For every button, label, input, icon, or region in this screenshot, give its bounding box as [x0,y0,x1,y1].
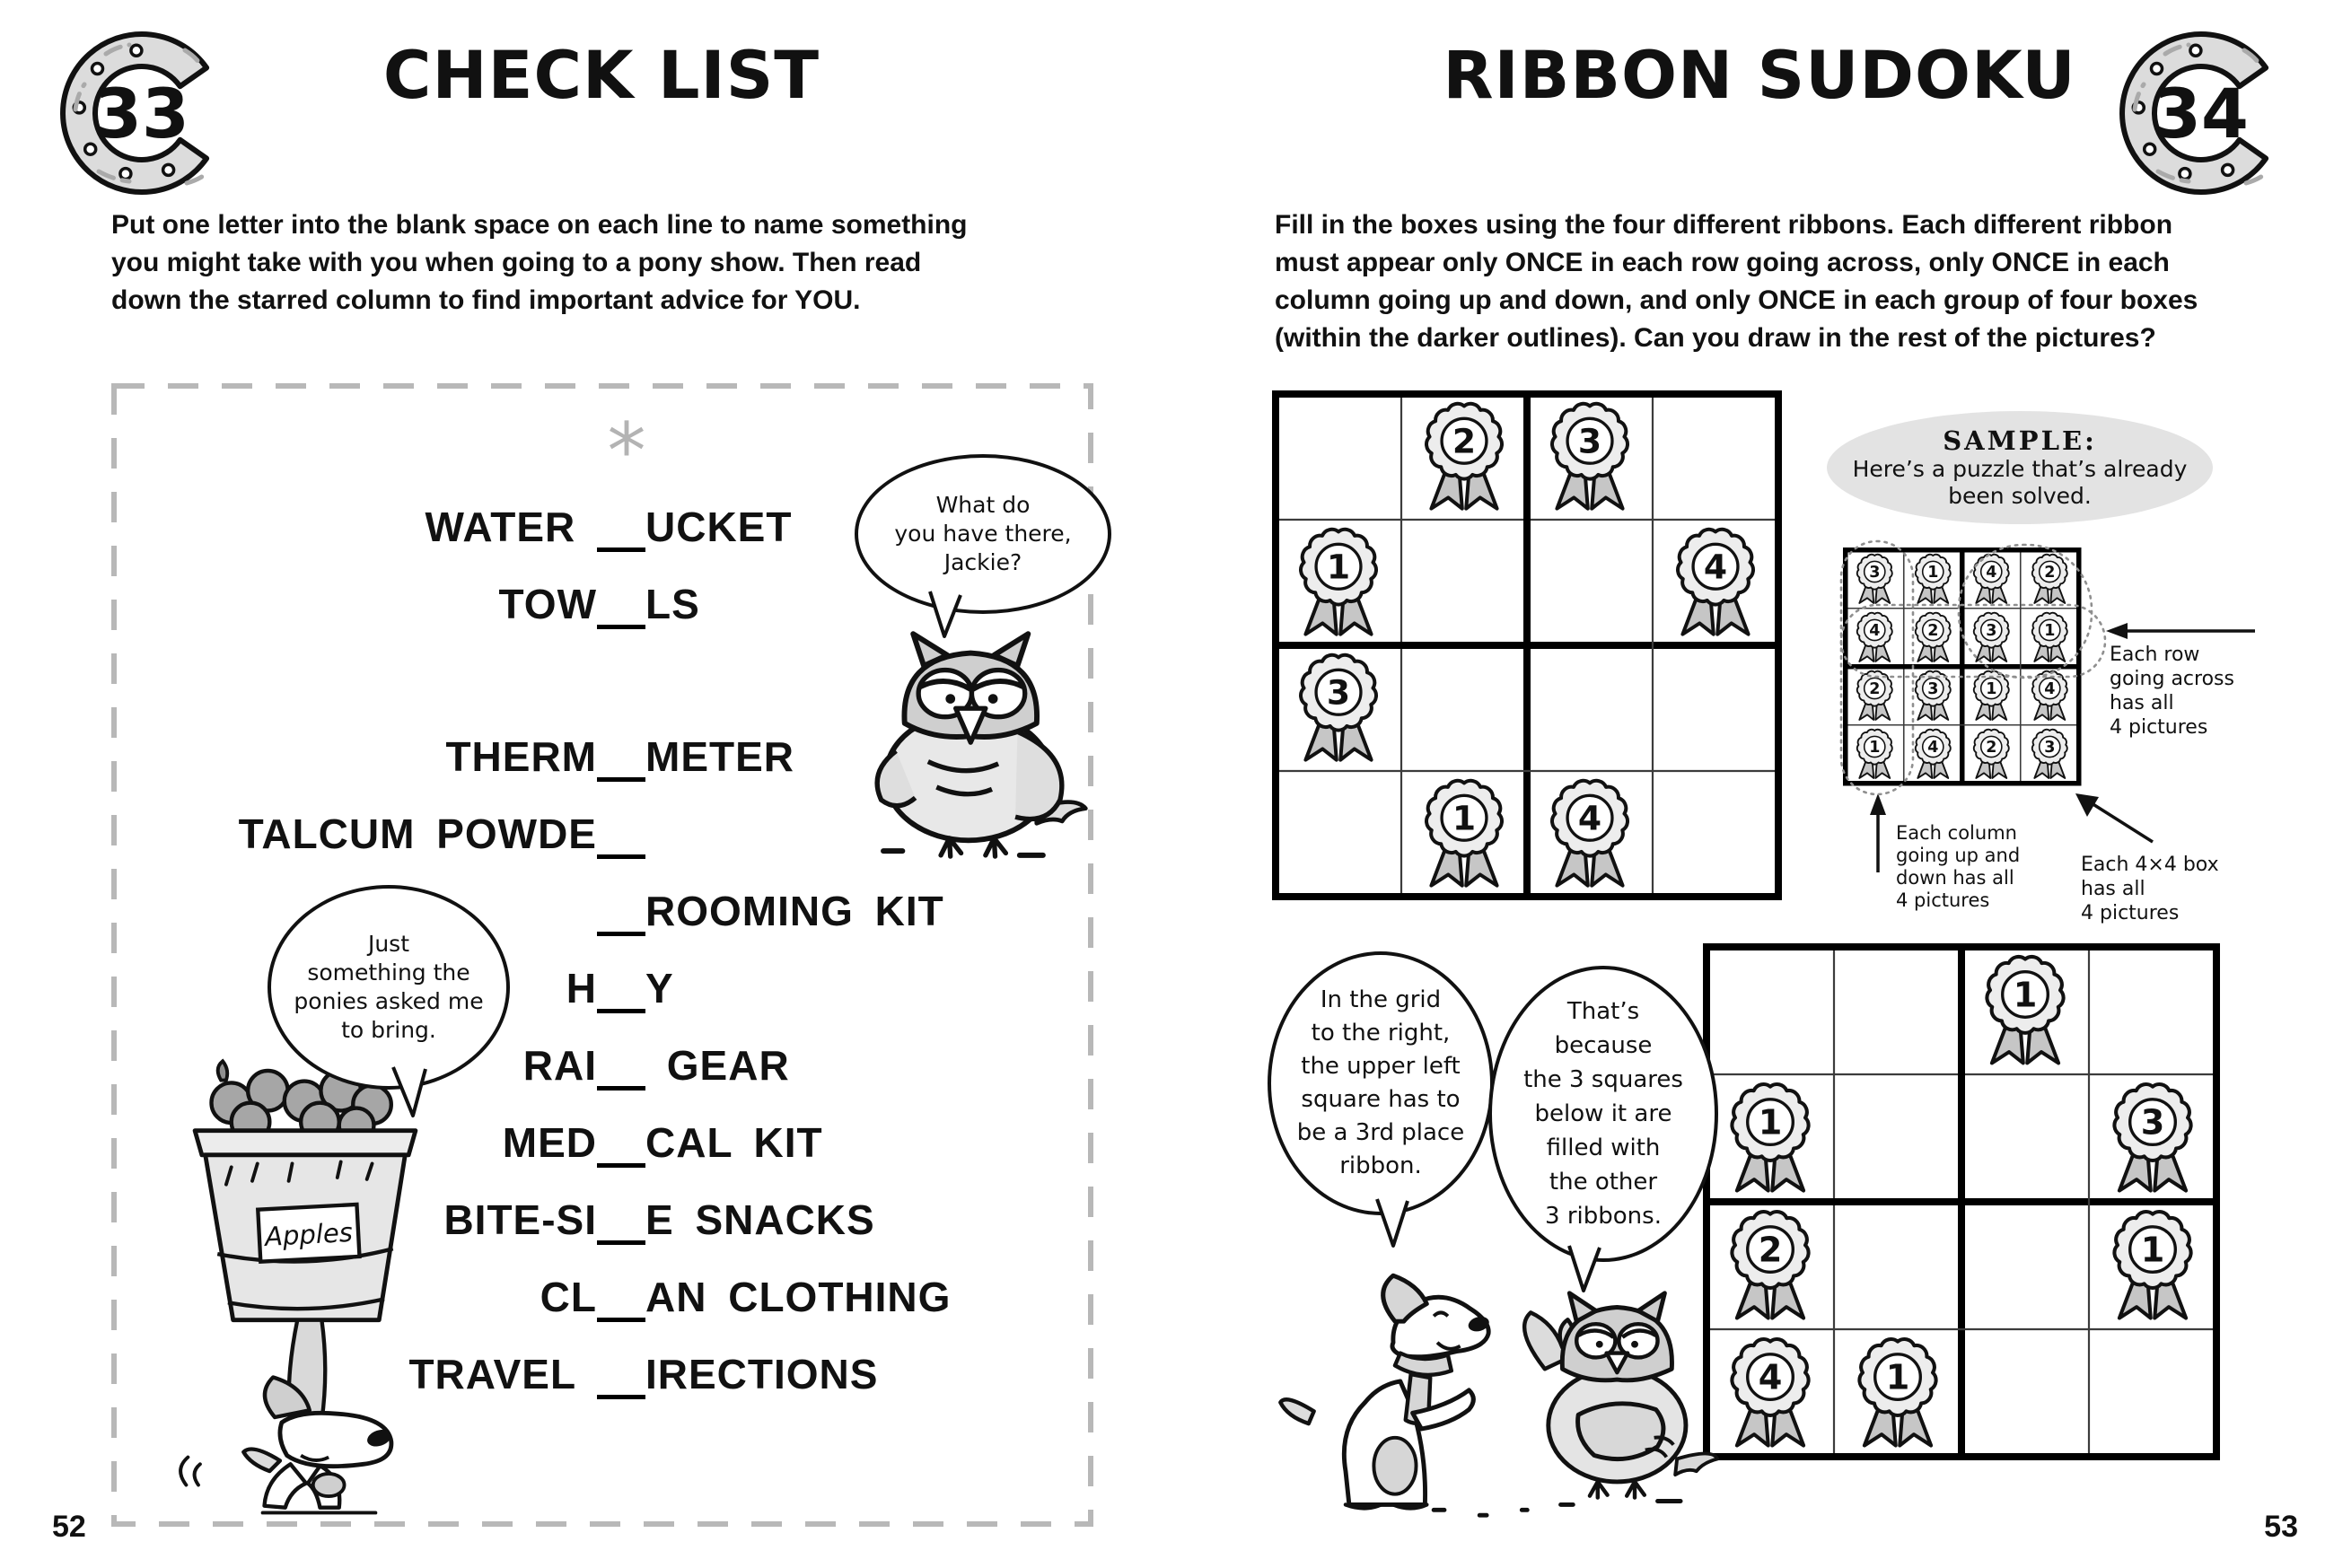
sample-column-highlight [1841,541,1913,794]
sudoku-grid-main [1271,390,1783,901]
svg-text:3: 3 [1986,622,1997,641]
svg-text:3: 3 [1326,672,1351,713]
svg-text:2: 2 [1452,421,1477,461]
word-row [135,575,700,638]
word-pre: BITE-SI [443,1196,597,1243]
word-post: ROOMING KIT [645,888,944,934]
instructions-right: Fill in the boxes using the four different ribbons. Each different ribbon must appear only ONCE in each row going across, only ONCE in each column going up and down, and only ONCE in each group of four boxes (within the darker outlines). Can you draw in the rest of the pictures? [1275,210,2198,353]
sample-callout [1827,411,2213,524]
basket-label: Apples [264,1216,354,1252]
dog-hint-bubble [1268,951,1494,1215]
svg-text:2: 2 [1869,680,1881,699]
box-note: Each 4×4 box has all 4 pictures [2081,854,2219,924]
letter-blank [597,728,645,782]
svg-text:4: 4 [1869,622,1881,641]
word-pre: THERM [445,733,597,780]
svg-text:1: 1 [1326,547,1351,587]
letter-blank [597,805,645,859]
word-pre: H [566,965,597,1012]
sample-label: SAMPLE: [1943,425,2097,456]
dog-bubble-tail [386,1064,431,1119]
svg-text:2: 2 [1986,739,1997,758]
sudoku-grid-puzzle [1702,942,2221,1461]
sample-highlight-overlays [1831,531,2111,804]
word-post: METER [645,733,794,780]
svg-text:2: 2 [1758,1231,1783,1271]
sample-box-highlight [1959,545,2092,678]
word-post: IRECTIONS [645,1351,879,1397]
owl-hint-bubble [1488,966,1718,1262]
row-note-arrow [2102,621,2259,641]
instructions-left: Put one letter into the blank space on each line to name something you might take with you when going to a pony show. Then read down the starred column to find important advice for YOU. [111,210,968,315]
puzzle-badge-34 [2111,23,2291,203]
word-post: GEAR [645,1042,790,1089]
word-post: LS [645,581,700,627]
word-pre: CL [540,1274,597,1320]
word-post: UCKET [645,504,793,550]
letter-blank [597,1191,645,1245]
dog-speech-text: Just something the ponies asked me to bring. [294,931,484,1043]
svg-text:1: 1 [1927,564,1939,583]
svg-text:1: 1 [2013,976,2038,1016]
svg-text:4: 4 [1703,547,1728,587]
sample-caption: Here’s a puzzle that’s already been solved. [1852,456,2188,509]
owl-hint-bubble-tail [1564,1242,1605,1294]
owl-speech-bubble [855,454,1111,614]
column-note: Each column going up and down has all 4 pictures [1896,822,2021,911]
svg-text:1: 1 [1758,1103,1783,1143]
owl-hint-text: That’s because the 3 squares below it are filled with the other 3 ribbons. [1523,998,1683,1230]
svg-text:3: 3 [2044,739,2056,758]
page-title-right: RIBBON SUDOKU [1443,38,2076,114]
page-number-right: 53 [2264,1510,2298,1544]
word-row [135,882,944,945]
svg-text:3: 3 [1869,564,1881,583]
svg-text:4: 4 [1927,739,1939,758]
letter-blank [597,1268,645,1322]
svg-text:1: 1 [2140,1231,2165,1271]
svg-text:1: 1 [1986,680,1997,699]
svg-text:2: 2 [1927,622,1939,641]
letter-blank [597,1345,645,1399]
dog-hint-bubble-tail [1372,1196,1413,1249]
letter-blank [597,575,645,629]
word-pre: RAI [522,1042,597,1089]
word-post: Y [645,965,674,1012]
svg-text:4: 4 [1758,1358,1783,1398]
column-note-arrow [1867,792,1889,876]
letter-blank [597,1114,645,1168]
word-post: AN CLOTHING [645,1274,952,1320]
letter-blank [597,1037,645,1091]
letter-blank [597,959,645,1013]
svg-text:4: 4 [2044,680,2056,699]
dog-and-owl-illustration [1260,1235,1720,1526]
dog-hint-text: In the grid to the right, the upper left square has to be a 3rd place ribbon. [1296,986,1465,1179]
word-row [135,805,645,868]
dog-speech-bubble [268,885,510,1090]
svg-text:3: 3 [2140,1103,2165,1143]
star-column-marker: * [607,407,646,496]
word-row [135,498,792,561]
svg-text:1: 1 [1885,1358,1910,1398]
word-post: E SNACKS [645,1196,875,1243]
page-number-left: 52 [52,1510,86,1544]
word-pre: TRAVEL [408,1351,597,1397]
svg-text:3: 3 [1927,680,1939,699]
svg-text:3: 3 [1577,421,1602,461]
badge-number: 34 [2154,74,2249,153]
page-title-left: CHECK LIST [382,38,820,114]
owl-speech-text: What do you have there, Jackie? [894,492,1072,575]
svg-text:2: 2 [2044,564,2056,583]
word-pre: TALCUM POWDE [238,810,597,857]
svg-text:4: 4 [1577,798,1602,838]
svg-text:1: 1 [1869,739,1881,758]
word-pre: MED [502,1119,597,1166]
svg-text:4: 4 [1986,564,1997,583]
word-row [135,728,794,791]
badge-number: 33 [94,74,189,153]
word-pre: TOW [498,581,597,627]
word-pre: WATER [425,504,597,550]
puzzle-badge-33 [52,23,232,203]
owl-bubble-tail [925,588,966,640]
svg-text:1: 1 [2044,622,2056,641]
row-note: Each row going across has all 4 pictures [2110,644,2234,739]
svg-text:1: 1 [1452,798,1477,838]
letter-blank [597,498,645,552]
owl-illustration [857,621,1092,862]
letter-blank [597,882,645,936]
word-post: CAL KIT [645,1119,823,1166]
